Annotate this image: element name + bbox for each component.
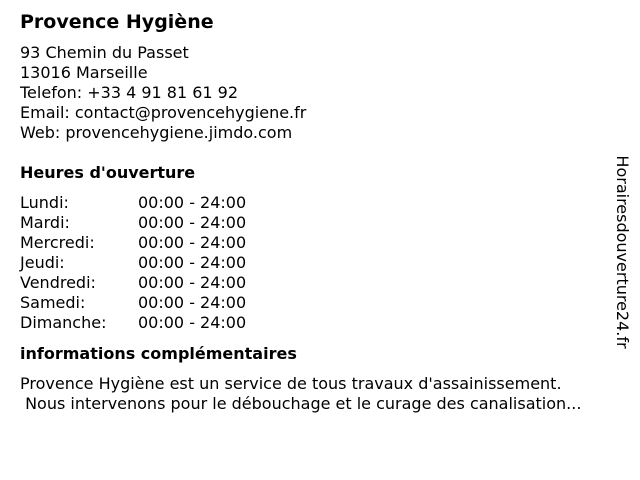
- time-range: 00:00 - 24:00: [138, 233, 247, 252]
- day-label: Samedi:: [20, 293, 86, 312]
- info-heading: informations complémentaires: [20, 344, 297, 363]
- email-line: Email: contact@provencehygiene.fr: [20, 103, 307, 122]
- hours-row-samedi: [20, 293, 610, 313]
- info-description-line2: Nous intervenons pour le débouchage et le curage des canalisation...: [20, 394, 582, 413]
- address-city: 13016 Marseille: [20, 63, 148, 82]
- time-range: 00:00 - 24:00: [138, 293, 247, 312]
- business-card: [20, 10, 610, 414]
- web-line: Web: provencehygiene.jimdo.com: [20, 123, 293, 142]
- info-description-line1: Provence Hygiène est un service de tous travaux d'assainissement.: [20, 374, 562, 393]
- hours-row-jeudi: [20, 253, 610, 273]
- time-range: 00:00 - 24:00: [138, 313, 247, 332]
- hours-row-lundi: [20, 193, 610, 213]
- time-range: 00:00 - 24:00: [138, 193, 247, 212]
- business-name: Provence Hygiène: [20, 11, 214, 33]
- hours-row-dimanche: [20, 313, 610, 333]
- day-label: Vendredi:: [20, 273, 96, 292]
- hours-row-vendredi: [20, 273, 610, 293]
- time-range: 00:00 - 24:00: [138, 253, 247, 272]
- contact-block: [20, 43, 610, 143]
- day-label: Mercredi:: [20, 233, 95, 252]
- day-label: Lundi:: [20, 193, 69, 212]
- day-label: Mardi:: [20, 213, 70, 232]
- phone-line: Telefon: +33 4 91 81 61 92: [20, 83, 239, 102]
- hours-row-mercredi: [20, 233, 610, 253]
- address-street: 93 Chemin du Passet: [20, 43, 189, 62]
- hours-row-mardi: [20, 213, 610, 233]
- day-label: Jeudi:: [20, 253, 65, 272]
- time-range: 00:00 - 24:00: [138, 273, 247, 292]
- day-label: Dimanche:: [20, 313, 107, 332]
- hours-table: [20, 193, 610, 333]
- hours-heading: Heures d'ouverture: [20, 163, 196, 182]
- site-watermark: Horairesdouverture24.fr: [613, 155, 632, 349]
- time-range: 00:00 - 24:00: [138, 213, 247, 232]
